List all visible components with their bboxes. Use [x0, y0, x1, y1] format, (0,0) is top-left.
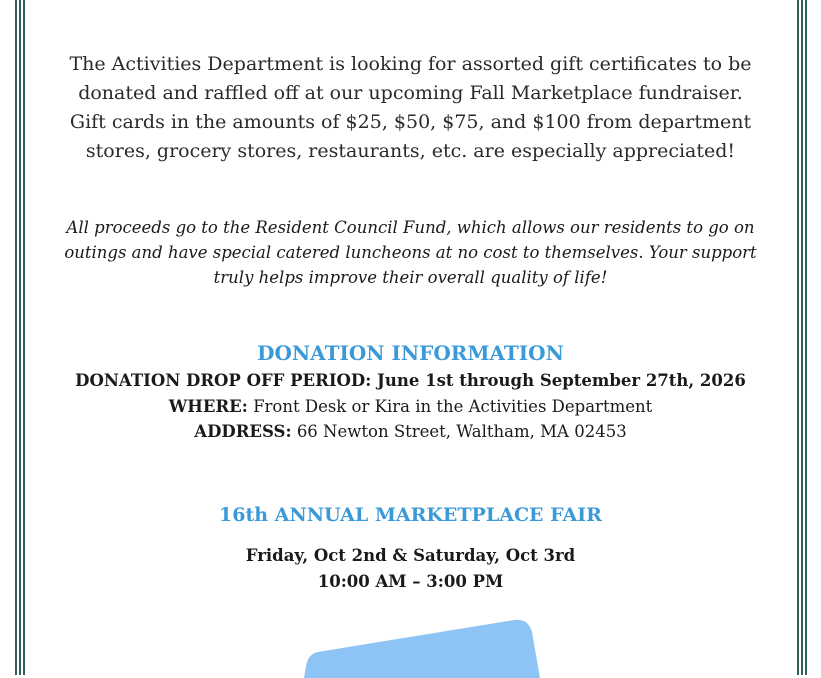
where-line [24, 397, 797, 416]
right-border-inner [797, 0, 799, 675]
right-border-outer [805, 0, 807, 675]
dropoff-period: DONATION DROP OFF PERIOD: June 1st through September 27th, 2026 [75, 371, 746, 390]
flyer-page [24, 0, 797, 675]
right-border-middle [801, 0, 803, 675]
where-label: WHERE: [168, 397, 248, 416]
donation-heading: DONATION INFORMATION [257, 341, 564, 365]
proceeds-paragraph: All proceeds go to the Resident Council Fund, which allows our residents to go on outings and have special catered luncheons at no cost to themselves. Your support truly helps improve their overall quality of life! [64, 218, 757, 287]
left-border-outer [15, 0, 17, 675]
address-label: ADDRESS: [194, 422, 292, 441]
gift-card-icon [300, 618, 560, 678]
where-value: Front Desk or Kira in the Activities Department [253, 397, 653, 416]
address-line [24, 422, 797, 441]
fair-heading: 16th ANNUAL MARKETPLACE FAIR [219, 504, 602, 526]
address-value: 66 Newton Street, Waltham, MA 02453 [296, 422, 627, 441]
fair-time: 10:00 AM – 3:00 PM [317, 572, 504, 591]
intro-paragraph: The Activities Department is looking for assorted gift certificates to be donated and raffled off at our upcoming Fall Marketplace fundraiser. Gift cards in the amounts of $25, $50, $75, and $100 from department stores, grocery stores, restaurants, etc. are especially appreciated! [69, 53, 752, 162]
fair-dates: Friday, Oct 2nd & Saturday, Oct 3rd [245, 546, 576, 565]
left-border-middle [19, 0, 21, 675]
